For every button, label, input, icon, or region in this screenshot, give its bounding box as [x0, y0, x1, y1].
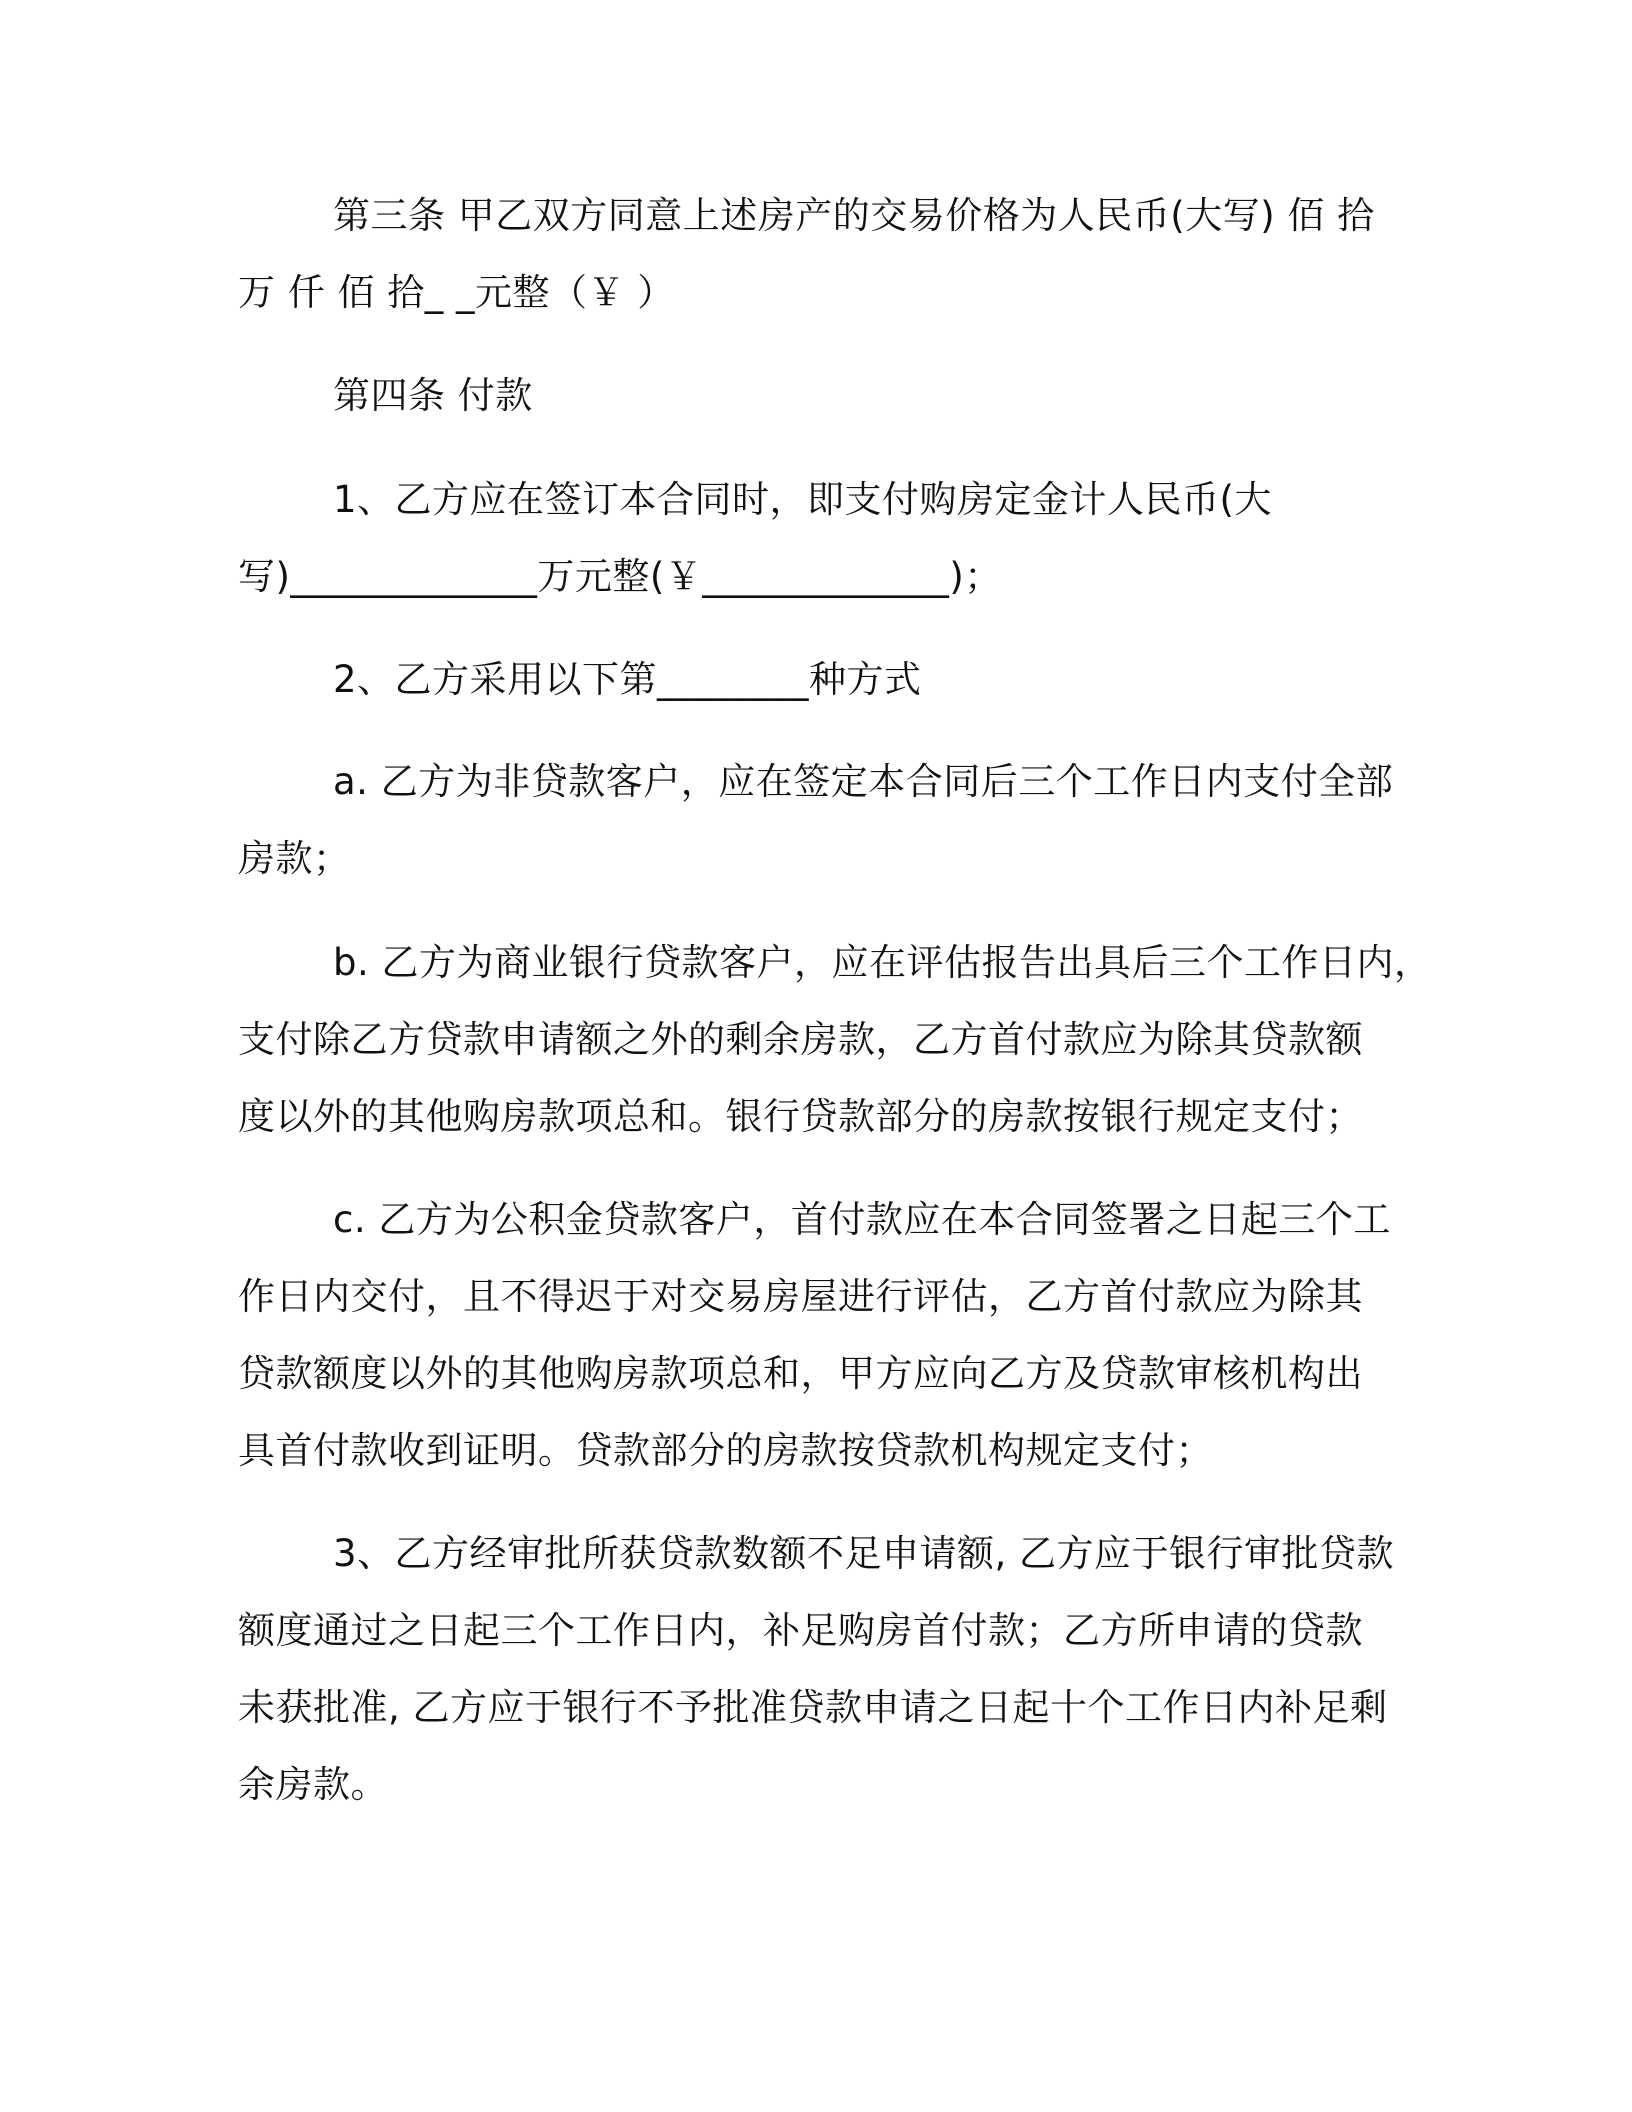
text-line: 写)_____________万元整(￥_____________)； — [238, 555, 1002, 598]
text-line: 2、乙方采用以下第________种方式 — [333, 658, 922, 701]
text-line: 具首付款收到证明。贷款部分的房款按贷款机构规定支付； — [238, 1429, 1213, 1472]
text-line: 贷款额度以外的其他购房款项总和，甲方应向乙方及贷款审核机构出 — [238, 1352, 1363, 1395]
text-line: 余房款。 — [238, 1763, 388, 1806]
text-line: 房款； — [238, 837, 351, 880]
text-line: 第三条 甲乙双方同意上述房产的交易价格为人民币(大写) 佰 拾 — [333, 194, 1375, 237]
text-line: 作日内交付，且不得迟于对交易房屋进行评估，乙方首付款应为除其 — [238, 1275, 1363, 1318]
section-heading: 第四条 付款 — [333, 374, 533, 417]
text-line: 万 仟 佰 拾_ _元整（￥ ） — [238, 271, 675, 314]
text-line: 支付除乙方贷款申请额之外的剩余房款，乙方首付款应为除其贷款额 — [238, 1018, 1363, 1061]
text-line: a. 乙方为非贷款客户，应在签定本合同后三个工作日内支付全部 — [333, 760, 1394, 803]
text-line: c. 乙方为公积金贷款客户，首付款应在本合同签署之日起三个工 — [333, 1198, 1391, 1241]
text-line: 未获批准, 乙方应于银行不予批准贷款申请之日起十个工作日内补足剩 — [238, 1686, 1388, 1729]
text-line: 3、乙方经审批所获贷款数额不足申请额, 乙方应于银行审批贷款 — [333, 1532, 1395, 1575]
text-line: b. 乙方为商业银行贷款客户，应在评估报告出具后三个工作日内， — [333, 941, 1432, 984]
text-line: 1、乙方应在签订本合同时，即支付购房定金计人民币(大 — [333, 478, 1272, 521]
text-line: 额度通过之日起三个工作日内，补足购房首付款；乙方所申请的贷款 — [238, 1609, 1363, 1652]
text-line: 度以外的其他购房款项总和。银行贷款部分的房款按银行规定支付； — [238, 1095, 1363, 1138]
